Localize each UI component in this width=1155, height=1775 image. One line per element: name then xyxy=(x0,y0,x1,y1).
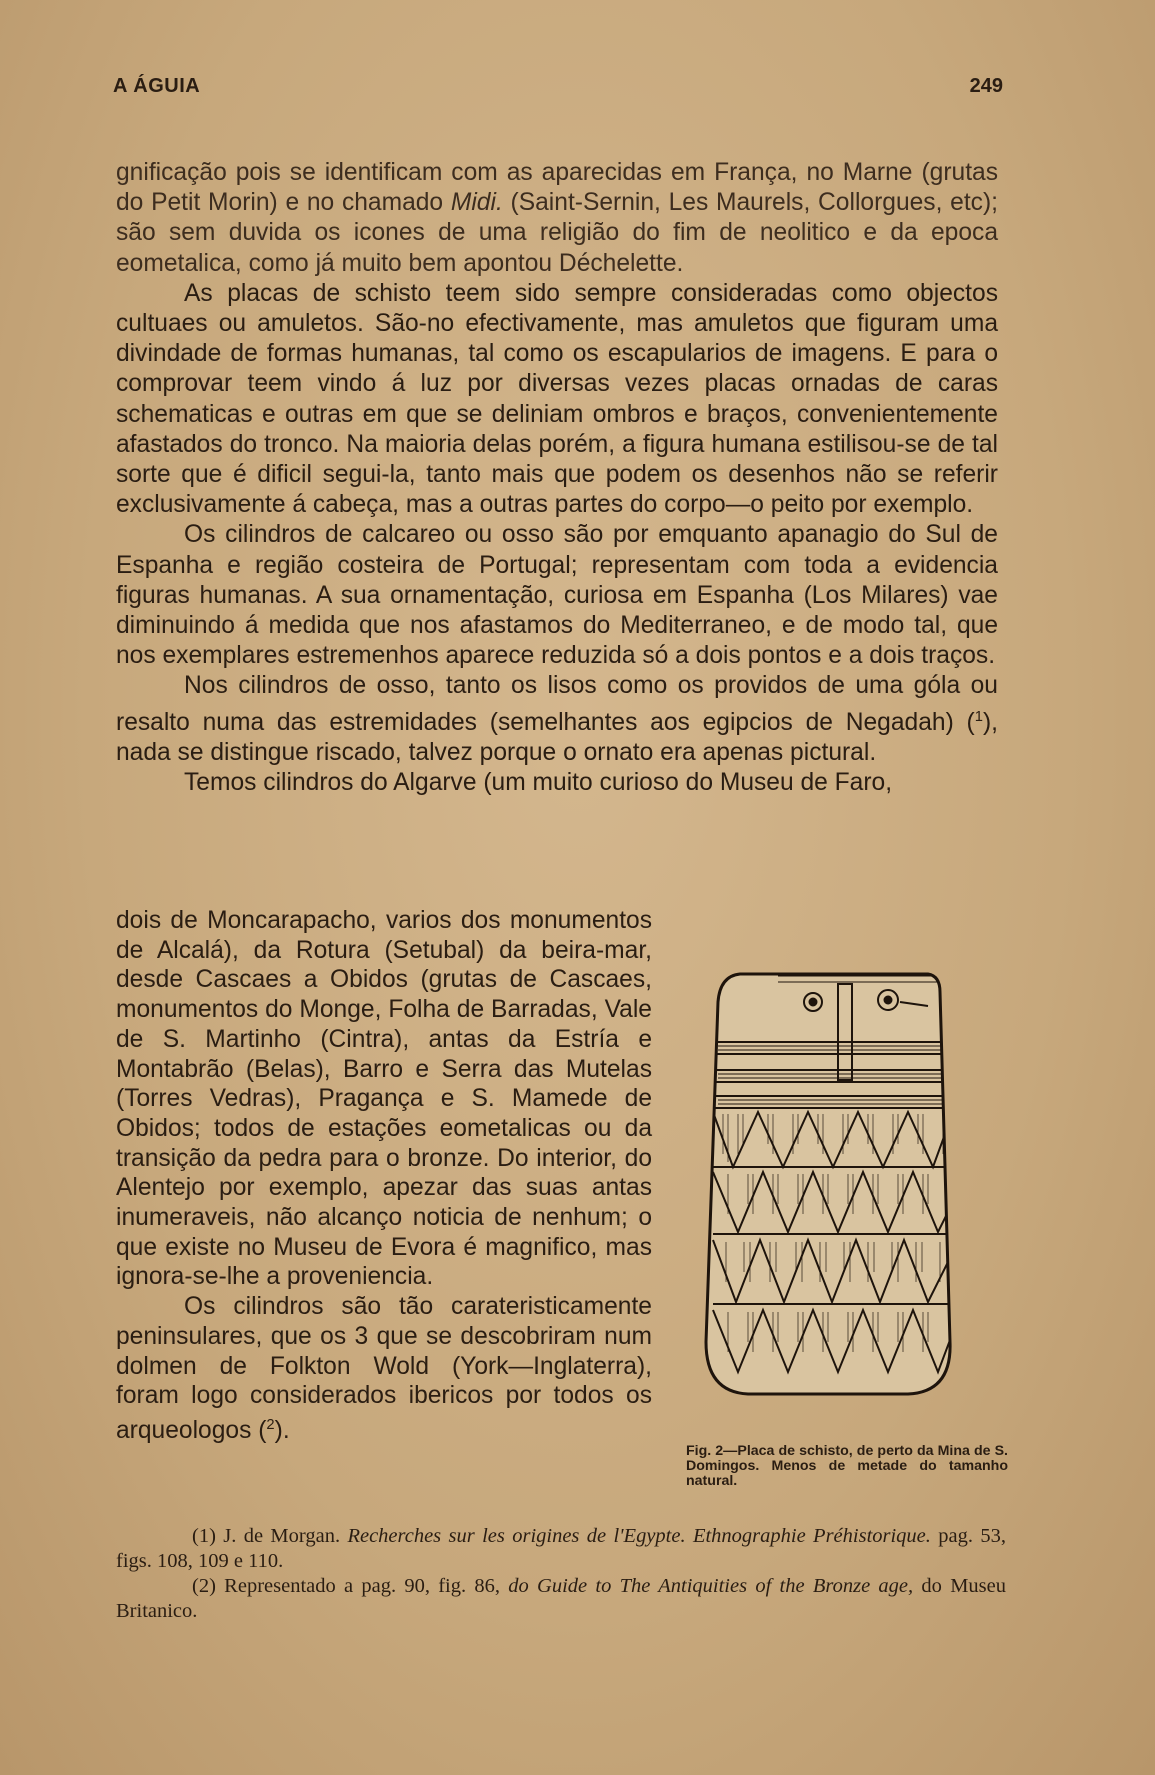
paragraph-4 xyxy=(116,671,998,768)
paragraph-1 xyxy=(116,158,998,279)
paragraph-4-text-a: Nos cilindros de osso, tanto os lisos como os providos de uma góla ou resalto numa das estremidades (semelhantes aos egipcios de Negadah) ( xyxy=(116,672,998,736)
paragraph-5-rest: dois de Moncarapacho, varios dos monumentos de Alcalá), da Rotura (Setubal) da beira-mar, desde Cascaes a Obidos (grutas de Cascaes, monumentos do Monge, Folha de Barradas, Vale de S. Martinho (Cintra), antas da Estría e Montabrão (Belas), Barro e Serra das Mutelas (Torres Vedras), Pragança e S. Mamede de Obidos; todos de estações eometalicas ou da transição da pedra para o bronze. Do interior, do Alentejo por exemplo, apezar das suas antas inumeraveis, não alcanço noticia de nenhum; o que existe no Museu de Evora é magnifico, mas ignora-se-lhe a proveniencia. xyxy=(116,907,652,1291)
schist-plaque-figure xyxy=(678,962,978,1402)
wrapped-text xyxy=(116,906,652,1446)
footnote-2-text-b: do Museu Britanico. xyxy=(116,1575,1007,1622)
page-number: 249 xyxy=(969,75,1003,97)
paragraph-1-text-a: gnificação pois se identificam com as aparecidas em França, no Marne (grutas do Petit Morin) e no chamado xyxy=(116,159,998,217)
running-title: A ÁGUIA xyxy=(113,75,201,97)
paragraph-3: Os cilindros de calcareo ou osso são por emquanto apanagio do Sul de Espanha e região costeira de Portugal; representam com toda a evidencia figuras humanas. A sua ornamentação, curiosa em Espanha (Los Milares) vae diminuindo á medida que nos afastamos do Mediterraneo, e de modo tal, que nos exemplares estremenhos aparece reduzida só a dois pontos e a dois traços. xyxy=(116,521,998,670)
footnote-2 xyxy=(116,1574,1006,1624)
footnote-1-text-b: pag. 53, figs. 108, 109 e 110. xyxy=(116,1525,1006,1572)
paragraph-6 xyxy=(116,1292,652,1446)
footnote-2-title: do Guide to The Antiquities of the Bronze age, xyxy=(508,1575,914,1597)
footnote-1-mark: (1) xyxy=(192,1525,216,1547)
footnote-2-mark: (2) xyxy=(192,1575,216,1597)
body-text xyxy=(116,158,998,798)
footnote-1 xyxy=(116,1524,1006,1574)
schist-plaque-drawing xyxy=(678,962,978,1402)
paragraph-2: As placas de schisto teem sido sempre consideradas como objectos cultuaes ou amuletos. São-no efectivamente, mas amuletos que figuram uma divindade de formas humanas, tal como os escapularios de imagens. E para o comprovar teem vindo á luz por diversas vezes placas ornadas de caras schematicas e outras em que se deliniam ombros e braços, convenientemente afastados do tronco. Na maioria delas porém, a figura humana estilisou-se de tal sorte que é dificil segui-la, tanto mais que podem os desenhos não se referir exclusivamente á cabeça, mas a outras partes do corpo—o peito por exemplo. xyxy=(116,279,998,519)
footnote-ref-2: 2 xyxy=(266,1416,275,1433)
paragraph-1-text-b: (Saint-Sernin, Les Maurels, Collorgues, etc); são sem duvida os icones de uma religião do fim de neolitico e da epoca eometalica, como já muito bem apontou Déchelette. xyxy=(116,189,998,277)
footnote-2-text-a: Representado a pag. 90, fig. 86, xyxy=(215,1575,509,1597)
paragraph-6-text-b: ). xyxy=(274,1417,290,1445)
paragraph-4-text-b: ), nada se distingue riscado, talvez porque o ornato era apenas pictural. xyxy=(116,708,998,767)
paragraph-5-first-line: Temos cilindros do Algarve (um muito curioso do Museu de Faro, xyxy=(184,769,893,797)
footnote-ref-1: 1 xyxy=(974,708,983,725)
figure-caption: Fig. 2—Placa de schisto, de perto da Mina de S. Domingos. Menos de metade do tamanho natural. xyxy=(686,1443,1008,1489)
footnote-1-title: Recherches sur les origines de l'Egypte. Ethnographie Préhistorique. xyxy=(347,1525,931,1547)
page-header xyxy=(113,75,1003,105)
paragraph-1-emphasis: Midi. xyxy=(450,189,503,217)
footnotes xyxy=(116,1524,1006,1624)
paragraph-6-text-a: Os cilindros são tão carateristicamente peninsulares, que os 3 que se descobriram num dolmen de Folkton Wold (York—Inglaterra), foram logo considerados ibericos por todos os arqueologos ( xyxy=(116,1293,652,1445)
footnote-1-text-a: J. de Morgan. xyxy=(215,1525,348,1547)
